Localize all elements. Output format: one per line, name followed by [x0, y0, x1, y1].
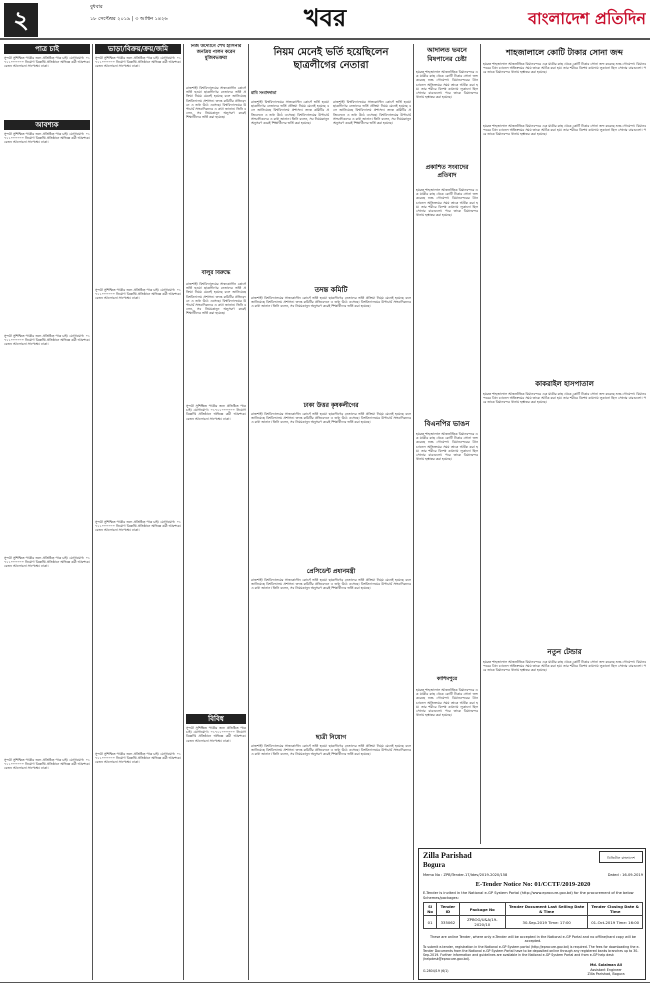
tender-table [423, 902, 643, 932]
new-tender-headline: নতুন টেন্ডার [547, 648, 582, 656]
section-title: খবর [303, 4, 347, 32]
tender-note: These are online Tender, where only e-Tender will be accepted in the National e-GP Portal and no offline/hard copy will be accepted. [430, 935, 636, 944]
center-body: রাজশাহী বিশ্ববিদ্যালয়ের সান্ধ্যকালীন কোর্সে ভর্তি হওয়া ছাত্রলীগের নেতাদের ভর্তি প্রক্রিয়া নিয়ম মেনেই হয়েছে বলে জানিয়েছে বিশ্ববিদ্যালয় প্রশাসন। তদন্ত কমিটির প্রতিবেদনে এ তথ্য উঠে এসেছে। বিশ্ববিদ্যালয়ের উপাচার্য সাংবাদিকদের এ কথা জানান। তিনি বলেন, সব নিয়মকানুন অনুসরণ করেই শিক্ষার্থীদের ভর্তি করা হয়েছে। [251, 744, 411, 757]
box-headline: বালুর বিরুদ্ধে [201, 270, 231, 276]
classified-text: সুন্দরী সুশিক্ষিত পাত্রীর জন্য প্রতিষ্ঠিত পাত্র চাই। যোগাযোগ: ০১৭১১০০০০০০ নিয়োগ বিজ্ঞপ্তি প্রতিষ্ঠানে অভিজ্ঞ কর্মী আবশ্যক। বেতন আলোচনা সাপেক্ষে। ঢাকা। [95, 56, 181, 69]
hospital-headline: কাশিমপুরে [436, 676, 458, 682]
bnp-headline: বিএনপির ভাঙন [424, 420, 470, 428]
center-subhead: ছাত্রী নিয়োগ [315, 734, 347, 741]
main-headline: নিয়ম মেনেই ভর্তি হয়েছিলেন ছাত্রলীগের নেতারা [273, 47, 389, 71]
column-divider [248, 44, 249, 980]
classified-text: সুন্দরী সুশিক্ষিত পাত্রীর জন্য প্রতিষ্ঠিত পাত্র চাই। যোগাযোগ: ০১৭১১০০০০০০ নিয়োগ বিজ্ঞপ্তি প্রতিষ্ঠানে অভিজ্ঞ কর্মী আবশ্যক। বেতন আলোচনা সাপেক্ষে। ঢাকা। [186, 404, 246, 421]
tender-signer-name: Md. Solaiman Ali [589, 963, 623, 967]
classified-text: সুন্দরী সুশিক্ষিত পাত্রীর জন্য প্রতিষ্ঠিত পাত্র চাই। যোগাযোগ: ০১৭১১০০০০০০ নিয়োগ বিজ্ঞপ্তি প্রতিষ্ঠানে অভিজ্ঞ কর্মী আবশ্যক। বেতন আলোচনা সাপেক্ষে। ঢাকা। [4, 334, 90, 347]
left-news-column [186, 44, 246, 980]
tender-cell: ZPBOG/U&A/19-2020/10 [459, 916, 505, 929]
center-news [251, 44, 411, 980]
classified-title: পাত্র চাই [4, 44, 90, 54]
column-divider [480, 44, 481, 844]
tender-cell: 335062 [437, 916, 459, 929]
right-body: হযরত শাহজালাল আন্তর্জাতিক বিমানবন্দরে এক যাত্রীর কাছ থেকে কোটি টাকার সোনা জব্দ করেছে শুল্ক গোয়েন্দা। বিমানবন্দরের গ্রিন চ্যানেল অতিক্রমের সময় তাকে আটক করা হয়। তার শরীরে বিশেষ কায়দায় লুকানো ছিল সোনার বারগুলো। পরে তাকে বিমানবন্দর থানায় হস্তান্তর করা হয়েছে। [416, 188, 478, 218]
gold-headline: শাহজালালে কোটি টাকার সোনা জব্দ [506, 48, 623, 57]
page-number: ২ [4, 3, 38, 37]
tender-place: Bogura [423, 861, 446, 869]
page-bottom-rule [0, 982, 650, 983]
left-body: রাজশাহী বিশ্ববিদ্যালয়ের সান্ধ্যকালীন কোর্সে ভর্তি হওয়া ছাত্রলীগের নেতাদের ভর্তি প্রক্রিয়া নিয়ম মেনেই হয়েছে বলে জানিয়েছে বিশ্ববিদ্যালয় প্রশাসন। তদন্ত কমিটির প্রতিবেদনে এ তথ্য উঠে এসেছে। বিশ্ববিদ্যালয়ের উপাচার্য সাংবাদিকদের এ কথা জানান। তিনি বলেন, সব নিয়মকানুন অনুসরণ করেই শিক্ষার্থীদের ভর্তি করা হয়েছে। [186, 282, 246, 316]
left-body: রাজশাহী বিশ্ববিদ্যালয়ের সান্ধ্যকালীন কোর্সে ভর্তি হওয়া ছাত্রলীগের নেতাদের ভর্তি প্রক্রিয়া নিয়ম মেনেই হয়েছে বলে জানিয়েছে বিশ্ববিদ্যালয় প্রশাসন। তদন্ত কমিটির প্রতিবেদনে এ তথ্য উঠে এসেছে। বিশ্ববিদ্যালয়ের উপাচার্য সাংবাদিকদের এ কথা জানান। তিনি বলেন, সব নিয়মকানুন অনুসরণ করেই শিক্ষার্থীদের ভর্তি করা হয়েছে। [186, 86, 246, 120]
tender-col-id: Tender ID [437, 903, 459, 916]
right-body: হযরত শাহজালাল আন্তর্জাতিক বিমানবন্দরে এক যাত্রীর কাছ থেকে কোটি টাকার সোনা জব্দ করেছে শুল্ক গোয়েন্দা। বিমানবন্দরের গ্রিন চ্যানেল অতিক্রমের সময় তাকে আটক করা হয়। তার শরীরে বিশেষ কায়দায় লুকানো ছিল সোনার বারগুলো। পরে তাকে বিমানবন্দর থানায় হস্তান্তর করা হয়েছে। [483, 62, 646, 75]
classified-text: সুন্দরী সুশিক্ষিত পাত্রীর জন্য প্রতিষ্ঠিত পাত্র চাই। যোগাযোগ: ০১৭১১০০০০০০ নিয়োগ বিজ্ঞপ্তি প্রতিষ্ঠানে অভিজ্ঞ কর্মী আবশ্যক। বেতন আলোচনা সাপেক্ষে। ঢাকা। [4, 132, 90, 145]
tender-col-sl: Sl No [424, 903, 437, 916]
tender-date: Dated : 16-09-2019 [607, 873, 643, 877]
column-divider [92, 44, 93, 980]
tender-code: G-2804/19 (6/1) [423, 969, 449, 973]
right-body: হযরত শাহজালাল আন্তর্জাতিক বিমানবন্দরে এক যাত্রীর কাছ থেকে কোটি টাকার সোনা জব্দ করেছে শুল্ক গোয়েন্দা। বিমানবন্দরের গ্রিন চ্যানেল অতিক্রমের সময় তাকে আটক করা হয়। তার শরীরে বিশেষ কায়দায় লুকানো ছিল সোনার বারগুলো। পরে তাকে বিমানবন্দর থানায় হস্তান্তর করা হয়েছে। [416, 432, 478, 462]
tender-notice [418, 848, 646, 980]
classified-subtitle: আবশ্যক [4, 120, 90, 130]
logo-text: বাংলাদেশ প্রতিদিন [528, 9, 646, 28]
tender-cell: 30-Sep-2019 Time: 17:00 [506, 916, 588, 929]
center-body: রাজশাহী বিশ্ববিদ্যালয়ের সান্ধ্যকালীন কোর্সে ভর্তি হওয়া ছাত্রলীগের নেতাদের ভর্তি প্রক্রিয়া নিয়ম মেনেই হয়েছে বলে জানিয়েছে বিশ্ববিদ্যালয় প্রশাসন। তদন্ত কমিটির প্রতিবেদনে এ তথ্য উঠে এসেছে। বিশ্ববিদ্যালয়ের উপাচার্য সাংবাদিকদের এ কথা জানান। তিনি বলেন, সব নিয়মকানুন অনুসরণ করেই শিক্ষার্থীদের ভর্তি করা হয়েছে। [251, 578, 411, 591]
tender-col-selling: Tender Document Last Selling Date & Time [506, 903, 588, 916]
classified-text: সুন্দরী সুশিক্ষিত পাত্রীর জন্য প্রতিষ্ঠিত পাত্র চাই। যোগাযোগ: ০১৭১১০০০০০০ নিয়োগ বিজ্ঞপ্তি প্রতিষ্ঠানে অভিজ্ঞ কর্মী আবশ্যক। বেতন আলোচনা সাপেক্ষে। ঢাকা। [4, 56, 90, 69]
center-body: রাজশাহী বিশ্ববিদ্যালয়ের সান্ধ্যকালীন কোর্সে ভর্তি হওয়া ছাত্রলীগের নেতাদের ভর্তি প্রক্রিয়া নিয়ম মেনেই হয়েছে বলে জানিয়েছে বিশ্ববিদ্যালয় প্রশাসন। তদন্ত কমিটির প্রতিবেদনে এ তথ্য উঠে এসেছে। বিশ্ববিদ্যালয়ের উপাচার্য সাংবাদিকদের এ কথা জানান। তিনি বলেন, সব নিয়মকানুন অনুসরণ করেই শিক্ষার্থীদের ভর্তি করা হয়েছে। [333, 100, 411, 126]
classified-title: বিবিধ [186, 714, 246, 724]
classified-column-1 [4, 44, 90, 980]
tender-footer: To submit e-tender, registration in the National e-GP System portal (http://eprocure.gov.bd) is required. The fees for downloading the e-Tender Documents from the National e-GP System Portal have to be deposited online through any registered banks branches up to 30-Sep-2019. Further information and guidelines are available in the National e-GP System Portal and from e-GP help desk (helpdesk@eprocure.gov.bd). [423, 945, 640, 961]
tender-signer-title: Assistant Engineer [590, 967, 622, 972]
right-body: হযরত শাহজালাল আন্তর্জাতিক বিমানবন্দরে এক যাত্রীর কাছ থেকে কোটি টাকার সোনা জব্দ করেছে শুল্ক গোয়েন্দা। বিমানবন্দরের গ্রিন চ্যানেল অতিক্রমের সময় তাকে আটক করা হয়। তার শরীরে বিশেষ কায়দায় লুকানো ছিল সোনার বারগুলো। পরে তাকে বিমানবন্দর থানায় হস্তান্তর করা হয়েছে। [483, 392, 646, 405]
center-body: রাজশাহী বিশ্ববিদ্যালয়ের সান্ধ্যকালীন কোর্সে ভর্তি হওয়া ছাত্রলীগের নেতাদের ভর্তি প্রক্রিয়া নিয়ম মেনেই হয়েছে বলে জানিয়েছে বিশ্ববিদ্যালয় প্রশাসন। তদন্ত কমিটির প্রতিবেদনে এ তথ্য উঠে এসেছে। বিশ্ববিদ্যালয়ের উপাচার্য সাংবাদিকদের এ কথা জানান। তিনি বলেন, সব নিয়মকানুন অনুসরণ করেই শিক্ষার্থীদের ভর্তি করা হয়েছে। [251, 296, 411, 309]
dhaka-headline: কাকরাইল হাসপাতাল [535, 380, 594, 388]
masthead-rule [0, 38, 650, 40]
promo-headline: প্রকাশিত সংবাদের প্রতিবাদ [425, 164, 469, 179]
column-divider [183, 44, 184, 980]
right-body: হযরত শাহজালাল আন্তর্জাতিক বিমানবন্দরে এক যাত্রীর কাছ থেকে কোটি টাকার সোনা জব্দ করেছে শুল্ক গোয়েন্দা। বিমানবন্দরের গ্রিন চ্যানেল অতিক্রমের সময় তাকে আটক করা হয়। তার শরীরে বিশেষ কায়দায় লুকানো ছিল সোনার বারগুলো। পরে তাকে বিমানবন্দর থানায় হস্তান্তর করা হয়েছে। [483, 660, 646, 673]
tender-cell: 01-Oct-2019 Time: 16:00 [588, 916, 643, 929]
tender-col-package: Package No [459, 903, 505, 916]
tender-intro: E-Tender is invited in the National e-GP System Portal (http://www.eprocure.gov.bd) for the procurement of the below Schemes/packages: [423, 891, 634, 900]
tender-signer-org: Zilla Parishad, Bogura [587, 972, 625, 977]
tender-org: Zilla Parishad [423, 851, 472, 860]
right-body: হযরত শাহজালাল আন্তর্জাতিক বিমানবন্দরে এক যাত্রীর কাছ থেকে কোটি টাকার সোনা জব্দ করেছে শুল্ক গোয়েন্দা। বিমানবন্দরের গ্রিন চ্যানেল অতিক্রমের সময় তাকে আটক করা হয়। তার শরীরে বিশেষ কায়দায় লুকানো ছিল সোনার বারগুলো। পরে তাকে বিমানবন্দর থানায় হস্তান্তর করা হয়েছে। [416, 688, 478, 718]
center-body: রাজশাহী বিশ্ববিদ্যালয়ের সান্ধ্যকালীন কোর্সে ভর্তি হওয়া ছাত্রলীগের নেতাদের ভর্তি প্রক্রিয়া নিয়ম মেনেই হয়েছে বলে জানিয়েছে বিশ্ববিদ্যালয় প্রশাসন। তদন্ত কমিটির প্রতিবেদনে এ তথ্য উঠে এসেছে। বিশ্ববিদ্যালয়ের উপাচার্য সাংবাদিকদের এ কথা জানান। তিনি বলেন, সব নিয়মকানুন অনুসরণ করেই শিক্ষার্থীদের ভর্তি করা হয়েছে। [251, 412, 411, 425]
classified-column-2 [95, 44, 181, 980]
tender-signer [569, 963, 643, 979]
right-body: হযরত শাহজালাল আন্তর্জাতিক বিমানবন্দরে এক যাত্রীর কাছ থেকে কোটি টাকার সোনা জব্দ করেছে শুল্ক গোয়েন্দা। বিমানবন্দরের গ্রিন চ্যানেল অতিক্রমের সময় তাকে আটক করা হয়। তার শরীরে বিশেষ কায়দায় লুকানো ছিল সোনার বারগুলো। পরে তাকে বিমানবন্দর থানায় হস্তান্তর করা হয়েছে। [416, 70, 478, 100]
classified-title: ভাড়া/বিক্রয়/ক্রয়/জমি [95, 44, 181, 54]
center-subhead: রাবি সংবাদদাতা [251, 90, 277, 95]
left-headline: নিজ উদ্যোগে শেখ হাসিনার জনপ্রিয় পালন করেন মুজিবভক্তরা [190, 44, 242, 61]
masthead [0, 0, 650, 40]
classified-text: সুন্দরী সুশিক্ষিত পাত্রীর জন্য প্রতিষ্ঠিত পাত্র চাই। যোগাযোগ: ০১৭১১০০০০০০ নিয়োগ বিজ্ঞপ্তি প্রতিষ্ঠানে অভিজ্ঞ কর্মী আবশ্যক। বেতন আলোচনা সাপেক্ষে। ঢাকা। [186, 726, 246, 743]
court-headline: আদালত ভবনে বিষপানের চেষ্টা [427, 46, 467, 63]
date-line: ১৮ সেপ্টেম্বর ২০১৯ | ৩ আশ্বিন ১৪২৬ [90, 16, 168, 22]
right-body: হযরত শাহজালাল আন্তর্জাতিক বিমানবন্দরে এক যাত্রীর কাছ থেকে কোটি টাকার সোনা জব্দ করেছে শুল্ক গোয়েন্দা। বিমানবন্দরের গ্রিন চ্যানেল অতিক্রমের সময় তাকে আটক করা হয়। তার শরীরে বিশেষ কায়দায় লুকানো ছিল সোনার বারগুলো। পরে তাকে বিমানবন্দর থানায় হস্তান্তর করা হয়েছে। [483, 124, 646, 137]
classified-text: সুন্দরী সুশিক্ষিত পাত্রীর জন্য প্রতিষ্ঠিত পাত্র চাই। যোগাযোগ: ০১৭১১০০০০০০ নিয়োগ বিজ্ঞপ্তি প্রতিষ্ঠানে অভিজ্ঞ কর্মী আবশ্যক। বেতন আলোচনা সাপেক্ষে। ঢাকা। [95, 288, 181, 301]
column-divider [413, 44, 414, 980]
classified-text: সুন্দরী সুশিক্ষিত পাত্রীর জন্য প্রতিষ্ঠিত পাত্র চাই। যোগাযোগ: ০১৭১১০০০০০০ নিয়োগ বিজ্ঞপ্তি প্রতিষ্ঠানে অভিজ্ঞ কর্মী আবশ্যক। বেতন আলোচনা সাপেক্ষে। ঢাকা। [95, 752, 181, 765]
center-subhead: তদন্ত কমিটি [314, 286, 348, 294]
classified-text: সুন্দরী সুশিক্ষিত পাত্রীর জন্য প্রতিষ্ঠিত পাত্র চাই। যোগাযোগ: ০১৭১১০০০০০০ নিয়োগ বিজ্ঞপ্তি প্রতিষ্ঠানে অভিজ্ঞ কর্মী আবশ্যক। বেতন আলোচনা সাপেক্ষে। ঢাকা। [4, 556, 90, 569]
day-label: বুধবার [90, 4, 103, 10]
tender-title: E-Tender Notice No: 01/CCTF/2019-2020 [475, 881, 591, 888]
right-wide-column [483, 44, 646, 844]
classified-text: সুন্দরী সুশিক্ষিত পাত্রীর জন্য প্রতিষ্ঠিত পাত্র চাই। যোগাযোগ: ০১৭১১০০০০০০ নিয়োগ বিজ্ঞপ্তি প্রতিষ্ঠানে অভিজ্ঞ কর্মী আবশ্যক। বেতন আলোচনা সাপেক্ষে। ঢাকা। [4, 758, 90, 771]
center-subhead: ঢাকা উত্তর কৃষকলীগের [303, 402, 359, 409]
center-body: রাজশাহী বিশ্ববিদ্যালয়ের সান্ধ্যকালীন কোর্সে ভর্তি হওয়া ছাত্রলীগের নেতাদের ভর্তি প্রক্রিয়া নিয়ম মেনেই হয়েছে বলে জানিয়েছে বিশ্ববিদ্যালয় প্রশাসন। তদন্ত কমিটির প্রতিবেদনে এ তথ্য উঠে এসেছে। বিশ্ববিদ্যালয়ের উপাচার্য সাংবাদিকদের এ কথা জানান। তিনি বলেন, সব নিয়মকানুন অনুসরণ করেই শিক্ষার্থীদের ভর্তি করা হয়েছে। [251, 100, 329, 126]
tender-memo: Memo No : ZPB/Tender-17/Idev/2019-2020/158 [423, 873, 508, 877]
tender-cell: 01 [424, 916, 437, 929]
center-subhead: প্রেসিডেন্ট প্রধানমন্ত্রী [306, 568, 356, 575]
tender-badge: ডিজিটাল বাংলাদেশ [599, 851, 643, 863]
logo [470, 3, 646, 35]
right-narrow-column [416, 44, 478, 980]
tender-col-closing: Tender Closing Date & Time [588, 903, 643, 916]
classified-text: সুন্দরী সুশিক্ষিত পাত্রীর জন্য প্রতিষ্ঠিত পাত্র চাই। যোগাযোগ: ০১৭১১০০০০০০ নিয়োগ বিজ্ঞপ্তি প্রতিষ্ঠানে অভিজ্ঞ কর্মী আবশ্যক। বেতন আলোচনা সাপেক্ষে। ঢাকা। [95, 520, 181, 533]
